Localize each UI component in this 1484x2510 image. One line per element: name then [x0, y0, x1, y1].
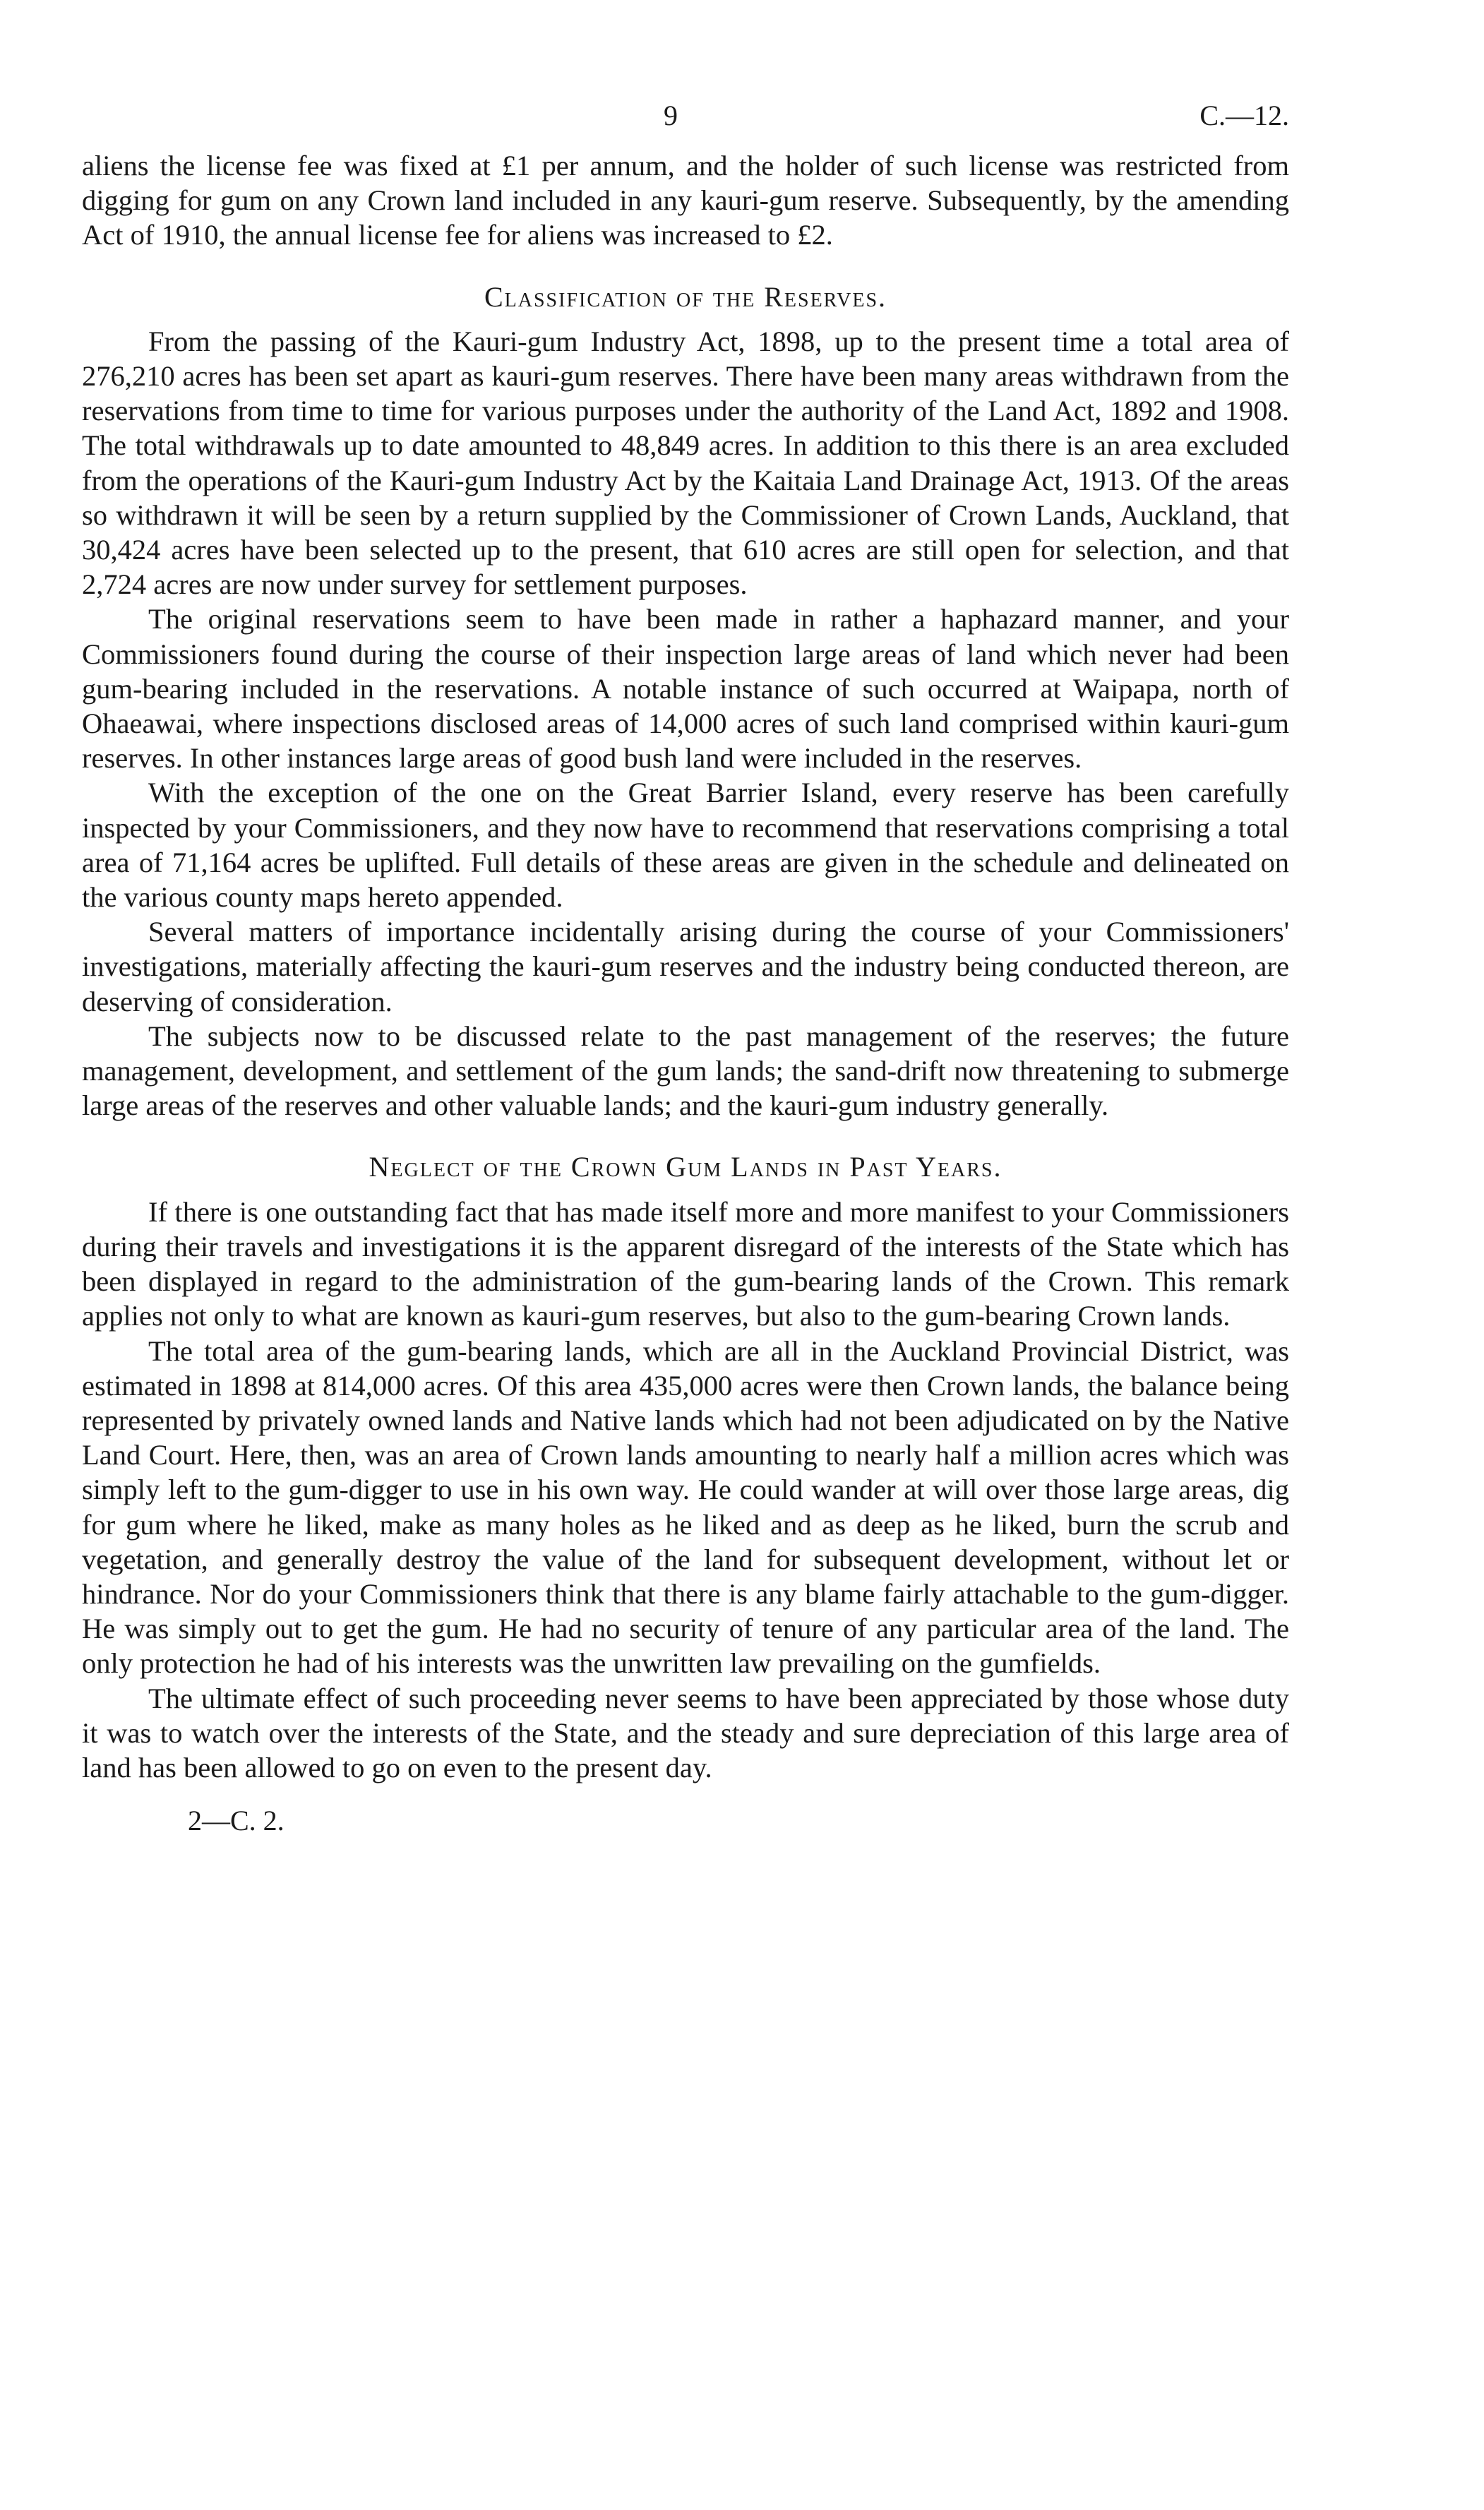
paragraph: With the exception of the one on the Great Barrier Island, every reserve has been carefully inspected by your Commissioners, and they now have to recommend that reservations comprising a total area of 71,164 acres be uplifted. Full details of these areas are given in the schedule and delineated on the various county maps hereto appended. — [82, 777, 1289, 914]
paragraph: The subjects now to be discussed relate to the past management of the reserves; the future management, development, and settlement of the gum lands; the sand-drift now threatening to submerge large areas of the reserves and other valuable lands; and the kauri-gum industry generally. — [82, 1020, 1289, 1122]
document-body — [82, 148, 1289, 1838]
document-reference: C.—12. — [1199, 100, 1289, 131]
paragraph: The total area of the gum-bearing lands, which are all in the Auckland Provincial District, was estimated in 1898 at 814,000 acres. Of this area 435,000 acres were then Crown lands, the balance being represented by privately owned lands and Native lands which had not been adjudicated on by the Native Land Court. Here, then, was an area of Crown lands amounting to nearly half a million acres which was simply left to the gum-digger to use in his own way. He could wander at will over those large areas, dig for gum where he liked, make as many holes as he liked and as deep as he liked, burn the scrub and vegetation, and generally destroy the value of the land for subsequent development, without let or hindrance. Nor do your Commissioners think that there is any blame fairly attachable to the gum-digger. He was simply out to get the gum. He had no security of tenure of any particular area of the land. The only protection he had of his interests was the unwritten law prevailing on the gumfields. — [82, 1334, 1289, 1680]
section-heading-classification: Classification of the Reserves. — [484, 280, 887, 313]
paragraph: If there is one outstanding fact that has made itself more and more manifest to your Commissioners during their travels and investigations it is the apparent disregard of the interests of the State which has been displayed in regard to the administration of the gum-bearing lands of the Crown. This remark applies not only to what are known as kauri-gum reserves, but also to the gum-bearing Crown lands. — [82, 1195, 1289, 1332]
signature-mark: 2—C. 2. — [188, 1805, 285, 1837]
section-heading-neglect: Neglect of the Crown Gum Lands in Past Years. — [369, 1151, 1003, 1183]
paragraph: From the passing of the Kauri-gum Industry Act, 1898, up to the present time a total area of 276,210 acres has been set apart as kauri-gum reserves. There have been many areas withdrawn from the reservations from time to time for various purposes under the authority of the Land Act, 1892 and 1908. The total withdrawals up to date amounted to 48,849 acres. In addition to this there is an area excluded from the operations of the Kauri-gum Industry Act by the Kaitaia Land Drainage Act, 1913. Of the areas so withdrawn it will be seen by a return supplied by the Commissioner of Crown Lands, Auckland, that 30,424 acres have been selected up to the present, that 610 acres are still open for selection, and that 2,724 acres are now under survey for settlement purposes. — [82, 325, 1289, 601]
page-header — [0, 99, 1484, 141]
paragraph: Several matters of importance incidentally arising during the course of your Commissioners' investigations, materially affecting the kauri-gum reserves and the industry being conducted thereon, are deserving of consideration. — [82, 916, 1289, 1017]
paragraph: The original reservations seem to have been made in rather a haphazard manner, and your Commissioners found during the course of their inspection large areas of land which never had been gum-bearing included in the reservations. A notable instance of such occurred at Waipapa, north of Ohaeawai, where inspections disclosed areas of 14,000 acres of such land comprised within kauri-gum reserves. In other instances large areas of good bush land were included in the reserves. — [82, 603, 1289, 775]
paragraph: The ultimate effect of such proceeding never seems to have been appreciated by those whose duty it was to watch over the interests of the State, and the steady and sure depreciation of this large area of land has been allowed to go on even to the present day. — [82, 1682, 1289, 1783]
page-number: 9 — [664, 100, 678, 131]
paragraph-continuation: aliens the license fee was fixed at £1 per annum, and the holder of such license was restricted from digging for gum on any Crown land included in any kauri-gum reserve. Subsequently, by the amending Act of 1910, the annual license fee for aliens was increased to £2. — [82, 150, 1289, 251]
